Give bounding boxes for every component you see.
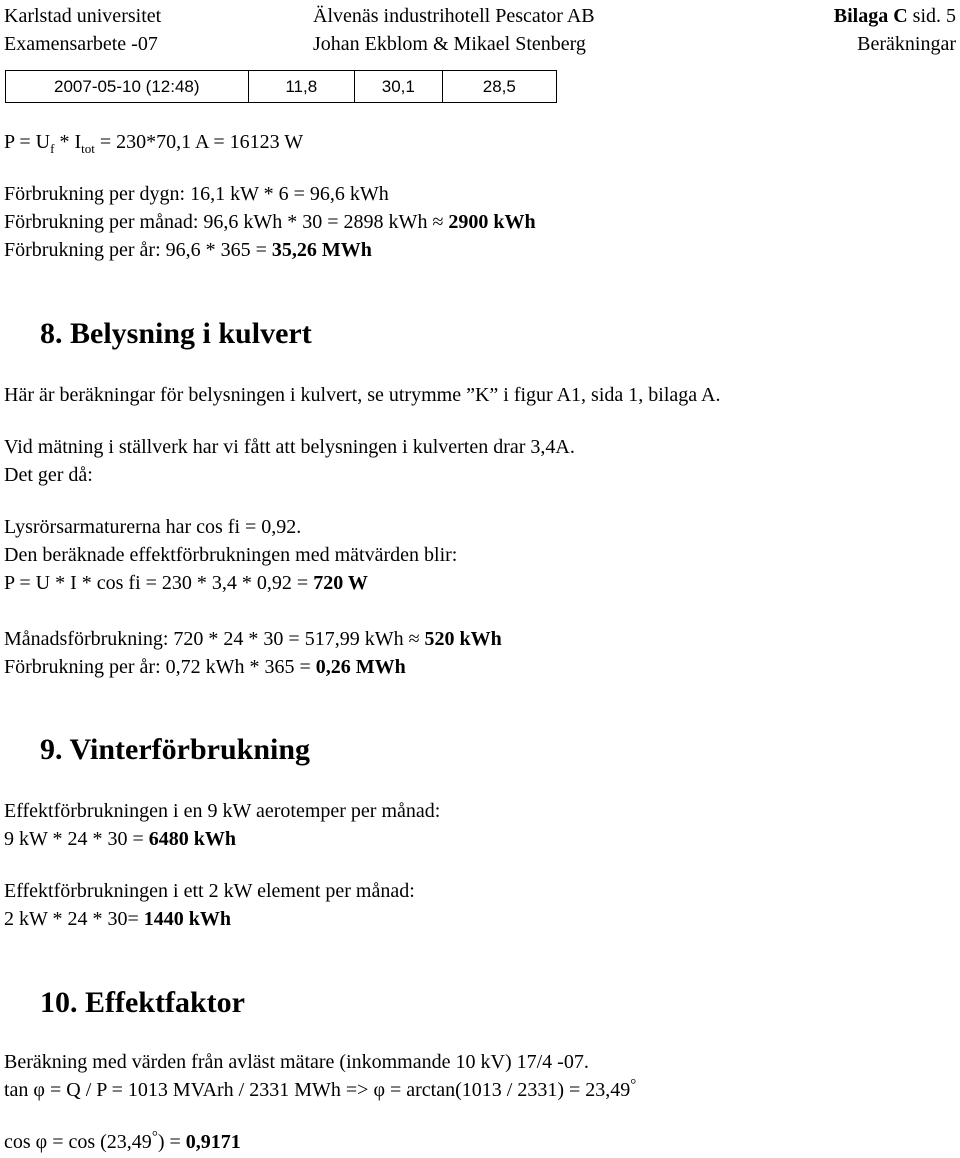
sec10-tan-text: tan φ = Q / P = 1013 MVArh / 2331 MWh => φ = arctan(1013 / 2331) = 23,49 [4, 1079, 631, 1101]
degree-symbol: ° [630, 1077, 637, 1093]
section-9-heading: 9. Vinterförbrukning [40, 733, 311, 766]
per-month-text: Förbrukning per månad: 96,6 kWh * 30 = 2898 kWh ≈ [4, 211, 449, 233]
sec10-cos-result: 0,9171 [185, 1131, 241, 1153]
sec8-intro: Här är beräkningar för belysningen i kulvert, se utrymme ”K” i figur A1, sida 1, bilaga A. [4, 384, 721, 406]
power-equation [4, 130, 303, 154]
measurement-table [5, 70, 557, 103]
header-page-num: sid. 5 [912, 5, 956, 27]
sec9-element-text: 2 kW * 24 * 30= [4, 908, 144, 930]
consumption-per-day: Förbrukning per dygn: 16,1 kW * 6 = 96,6 kWh [4, 183, 389, 205]
sec8-power-text: P = U * I * cos fi = 230 * 3,4 * 0,92 = [4, 572, 314, 594]
section-8-heading: 8. Belysning i kulvert [40, 317, 312, 350]
header-authors: Johan Ekblom & Mikael Stenberg [313, 33, 586, 55]
sec9-aerotemper-calc [4, 827, 236, 851]
per-year-result: 35,26 MWh [271, 239, 372, 261]
sec8-monthly-text: Månadsförbrukning: 720 * 24 * 30 = 517,99 kWh ≈ [4, 628, 425, 650]
sec8-monthly-result: 520 kWh [424, 628, 502, 650]
table-cell: 30,1 [355, 71, 443, 103]
degree-symbol: ° [151, 1129, 158, 1145]
sec9-aerotemper: Effektförbrukningen i en 9 kW aerotemper per månad: [4, 800, 441, 822]
consumption-per-month [4, 210, 536, 234]
subscript-f: f [50, 141, 55, 156]
sec8-measurement: Vid mätning i ställverk har vi fått att belysningen i kulverten drar 3,4A. [4, 436, 575, 458]
table-cell-datetime: 2007-05-10 (12:48) [6, 71, 249, 103]
sec9-element: Effektförbrukningen i ett 2 kW element per månad: [4, 880, 415, 902]
sec10-cos-text-end: ) = [157, 1131, 186, 1153]
sec8-yearly [4, 655, 406, 679]
sec8-calc-intro: Den beräknade effektförbrukningen med mätvärden blir: [4, 544, 458, 566]
per-month-result: 2900 kWh [448, 211, 536, 233]
consumption-per-year [4, 238, 372, 262]
sec10-cos-phi [4, 1130, 241, 1154]
header-company: Älvenäs industrihotell Pescator AB [313, 5, 595, 27]
sec9-aerotemper-result: 6480 kWh [148, 828, 237, 850]
header-page-label: Bilaga C [833, 5, 908, 27]
sec10-tan-phi [4, 1078, 636, 1102]
header-university: Karlstad universitet [4, 5, 162, 27]
sec8-gives: Det ger då: [4, 464, 93, 486]
table-cell: 11,8 [248, 71, 354, 103]
header-page [834, 4, 956, 28]
sec8-power-result: 720 W [313, 572, 368, 594]
header-section: Beräkningar [857, 33, 956, 55]
sec8-yearly-text: Förbrukning per år: 0,72 kWh * 365 = [4, 656, 316, 678]
sec10-intro: Beräkning med värden från avläst mätare (inkommande 10 kV) 17/4 -07. [4, 1051, 589, 1073]
power-eq-rest: = 230*70,1 A = 16123 W [94, 131, 304, 153]
power-eq-prefix: P = U [4, 131, 51, 153]
section-10-heading: 10. Effektfaktor [40, 986, 245, 1019]
sec8-cosfi: Lysrörsarmaturerna har cos fi = 0,92. [4, 516, 302, 538]
sec8-monthly [4, 627, 502, 651]
sec9-aerotemper-text: 9 kW * 24 * 30 = [4, 828, 149, 850]
header-thesis: Examensarbete -07 [4, 33, 158, 55]
subscript-tot: tot [81, 141, 95, 156]
per-year-text: Förbrukning per år: 96,6 * 365 = [4, 239, 272, 261]
sec9-element-calc [4, 907, 231, 931]
sec9-element-result: 1440 kWh [143, 908, 232, 930]
table-row [6, 71, 557, 103]
sec8-power-calc [4, 571, 368, 595]
table-cell: 28,5 [442, 71, 556, 103]
sec10-cos-text: cos φ = cos (23,49 [4, 1131, 152, 1153]
power-eq-mid: * I [54, 131, 82, 153]
sec8-yearly-result: 0,26 MWh [315, 656, 406, 678]
